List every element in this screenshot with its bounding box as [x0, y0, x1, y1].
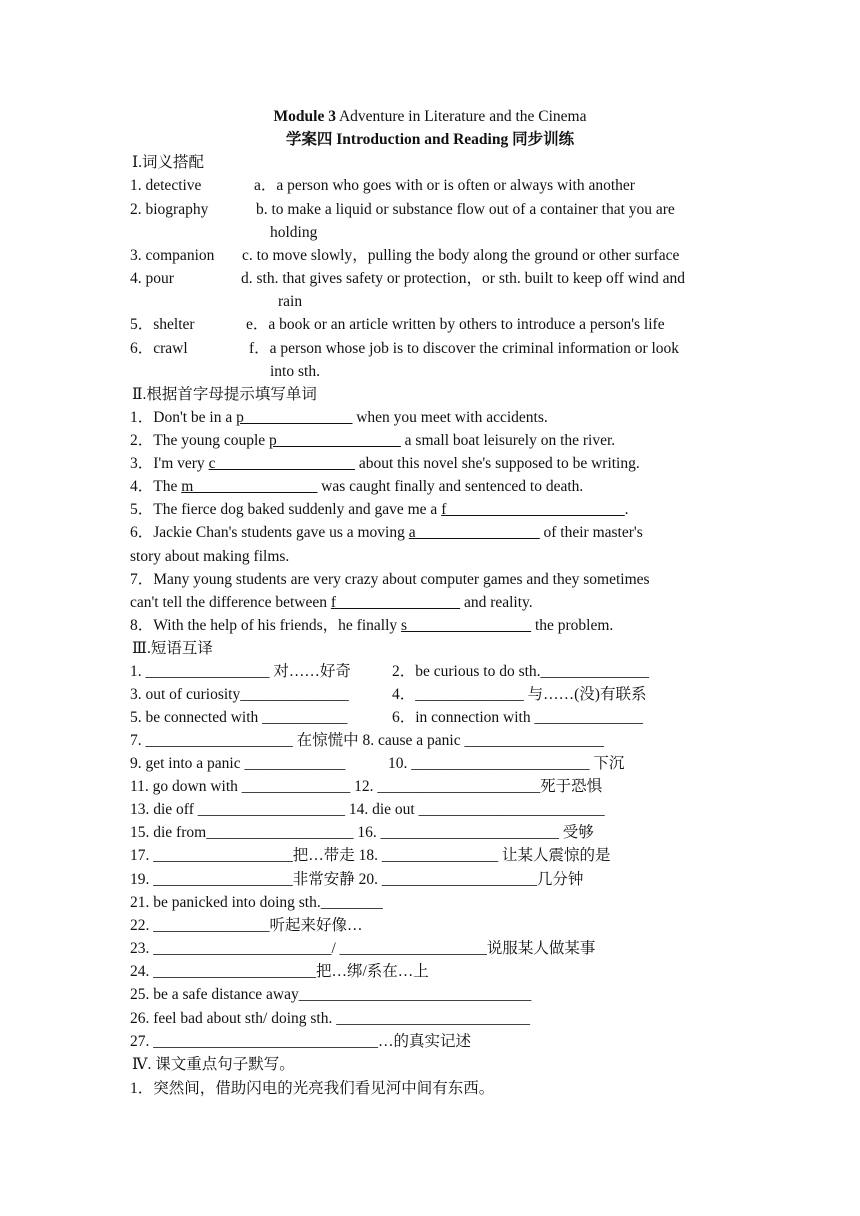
blank[interactable]: p______________ — [236, 409, 353, 426]
fill-item-1: 1．Don't be in a p______________ when you meet with accidents. — [130, 409, 548, 426]
match-left-5: 5．shelter — [130, 316, 195, 333]
fill-item-6: 6．Jackie Chan's students gave us a moving a________________ of their master's — [130, 524, 643, 541]
phrase-line: 26. feel bad about sth/ doing sth. _________________________ — [130, 1010, 530, 1027]
blank[interactable]: p________________ — [269, 432, 401, 449]
phrase-line: 5. be connected with ___________ — [130, 709, 348, 726]
match-right-4-cont: rain — [278, 293, 303, 310]
phrase-line: 13. die off ___________________ 14. die out ________________________ — [130, 801, 605, 818]
section-3-heading: Ⅲ.短语互译 — [132, 640, 213, 657]
sentence-item-1: 1．突然间，借助闪电的光亮我们看见河中间有东西。 — [130, 1080, 495, 1097]
phrase-line: 22. _______________听起来好像… — [130, 917, 363, 934]
fill-item-7-cont: can't tell the difference between f________________ and reality. — [130, 594, 533, 611]
title-line-2: 学案四 Introduction and Reading 同步训练 — [285, 131, 575, 148]
phrase-line: 15. die from___________________ 16. _______________________ 受够 — [130, 824, 594, 841]
phrase-line: 1. ________________ 对……好奇 — [130, 663, 351, 680]
section-4-heading: Ⅳ. 课文重点句子默写。 — [132, 1056, 295, 1073]
phrase-line: 24. _____________________把…绑/系在…上 — [130, 963, 429, 980]
title-line-1: Module 3 Adventure in Literature and the Cinema — [273, 108, 587, 125]
fill-item-8: 8．With the help of his friends，he finally s________________ the problem. — [130, 617, 614, 634]
phrase-line: 6．in connection with ______________ — [392, 709, 643, 726]
blank[interactable]: m________________ — [181, 478, 318, 495]
phrase-line: 11. go down with ______________ 12. _____________________死于恐惧 — [130, 778, 603, 795]
blank[interactable]: a________________ — [408, 524, 540, 541]
match-left-4: 4. pour — [130, 270, 174, 287]
phrase-line: 3. out of curiosity______________ — [130, 686, 349, 703]
fill-item-7: 7．Many young students are very crazy about computer games and they sometimes — [130, 571, 650, 588]
section-2-heading: Ⅱ.根据首字母提示填写单词 — [132, 386, 317, 403]
phrase-line: 4．______________ 与……(没)有联系 — [392, 686, 647, 703]
fill-item-2: 2．The young couple p________________ a small boat leisurely on the river. — [130, 432, 616, 449]
fill-item-5: 5．The fierce dog baked suddenly and gave me a f_______________________. — [130, 501, 629, 518]
match-right-3: c. to move slowly，pulling the body along the ground or other surface — [242, 247, 680, 264]
blank[interactable]: s________________ — [401, 617, 532, 634]
match-left-3: 3. companion — [130, 247, 215, 264]
match-right-5: e．a book or an article written by others to introduce a person's life — [246, 316, 665, 333]
blank[interactable]: f_______________________ — [441, 501, 625, 518]
match-left-6: 6．crawl — [130, 340, 188, 357]
fill-item-3: 3．I'm very c__________________ about this novel she's supposed to be writing. — [130, 455, 640, 472]
fill-item-6-cont: story about making films. — [130, 548, 290, 565]
phrase-line: 23. _______________________/ ___________________说服某人做某事 — [130, 940, 596, 957]
phrase-line: 17. __________________把…带走 18. _______________ 让某人震惊的是 — [130, 847, 611, 864]
match-right-2-cont: holding — [270, 224, 318, 241]
phrase-line: 27. _____________________________…的真实记述 — [130, 1033, 472, 1050]
blank[interactable]: f________________ — [330, 594, 461, 611]
match-right-4: d. sth. that gives safety or protection，or sth. built to keep off wind and — [241, 270, 685, 287]
match-right-2: b. to make a liquid or substance flow out of a container that you are — [256, 201, 675, 218]
match-right-1: a．a person who goes with or is often or always with another — [254, 177, 635, 194]
phrase-line: 21. be panicked into doing sth.________ — [130, 894, 383, 911]
phrase-line: 25. be a safe distance away______________________________ — [130, 986, 532, 1003]
phrase-line: 7. ___________________ 在惊慌中 8. cause a panic __________________ — [130, 732, 604, 749]
section-1-heading: Ⅰ.词义搭配 — [132, 154, 204, 171]
phrase-line: 2．be curious to do sth.______________ — [392, 663, 650, 680]
blank[interactable]: c__________________ — [208, 455, 355, 472]
phrase-line: 19. __________________非常安静 20. ____________________几分钟 — [130, 871, 584, 888]
match-right-6-cont: into sth. — [270, 363, 320, 380]
match-right-6: f．a person whose job is to discover the criminal information or look — [249, 340, 680, 357]
match-left-2: 2. biography — [130, 201, 209, 218]
phrase-line: 10. _______________________ 下沉 — [388, 755, 625, 772]
fill-item-4: 4．The m________________ was caught finally and sentenced to death. — [130, 478, 584, 495]
match-left-1: 1. detective — [130, 177, 202, 194]
phrase-line: 9. get into a panic _____________ — [130, 755, 346, 772]
